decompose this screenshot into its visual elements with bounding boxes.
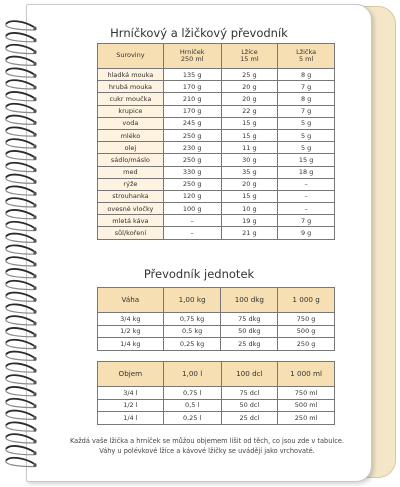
spiral-ring <box>6 163 37 172</box>
table-cell: 250 g <box>163 129 221 141</box>
table-cell: 20 g <box>221 93 278 105</box>
table-row <box>98 93 335 105</box>
table-cell: 7 g <box>278 81 335 93</box>
table-cell: 120 g <box>163 190 221 202</box>
table-cell: 0,75 l <box>163 387 221 400</box>
table-cell: – <box>278 190 335 202</box>
table-row <box>98 166 335 178</box>
weight-table <box>97 287 335 351</box>
table-cell: 0,25 kg <box>163 338 221 351</box>
column-header: 1 000 ml <box>278 362 335 387</box>
row-label: mletá káva <box>98 215 164 227</box>
table1-title: Hrníčkový a lžičkový převodník <box>110 26 288 40</box>
table-row <box>98 154 335 166</box>
column-header: 1,00 l <box>163 362 221 387</box>
table-row <box>98 399 335 412</box>
table-cell: 19 g <box>221 215 278 227</box>
spiral-binding <box>0 20 44 475</box>
row-label: 3/4 kg <box>98 313 164 326</box>
table-cell: 750 ml <box>278 387 335 400</box>
table-cell: 15 g <box>278 154 335 166</box>
table-cell: 7 g <box>278 105 335 117</box>
row-label: olej <box>98 142 164 154</box>
table-row <box>98 313 335 326</box>
table-cell: 20 g <box>221 178 278 190</box>
table-cell: 250 ml <box>278 412 335 425</box>
column-header: 1 000 g <box>278 288 335 313</box>
table-cell: 230 g <box>163 142 221 154</box>
spiral-ring <box>6 363 37 372</box>
table-cell: 25 dkg <box>221 338 278 351</box>
table-row <box>98 338 335 351</box>
row-label: hrubá mouka <box>98 81 164 93</box>
table-cell: 15 g <box>221 190 278 202</box>
footer-line-2: Váhy u polévkové lžíce a kávové lžičky se uvádějí jako vrchovaté. <box>99 446 315 455</box>
table-row <box>98 117 335 129</box>
spiral-ring <box>6 293 37 302</box>
table-header-row <box>98 44 335 69</box>
row-label: 1/2 l <box>98 399 164 412</box>
spiral-ring <box>6 434 37 443</box>
spiral-ring <box>6 387 37 396</box>
table-cell: 170 g <box>163 81 221 93</box>
row-label: strouhanka <box>98 190 164 202</box>
spiral-ring <box>6 116 37 125</box>
notebook-page <box>26 4 372 482</box>
spiral-ring <box>6 245 37 254</box>
spiral-ring <box>6 92 37 101</box>
column-header: Hrníček 250 ml <box>163 44 221 69</box>
table-cell: 50 dkg <box>221 325 278 338</box>
row-label: sádlo/máslo <box>98 154 164 166</box>
table-cell: 9 g <box>278 227 335 239</box>
table-cell: 250 g <box>163 154 221 166</box>
table-row <box>98 69 335 81</box>
table-row <box>98 215 335 227</box>
table-cell: 500 g <box>278 325 335 338</box>
spiral-ring <box>6 33 37 42</box>
table-row <box>98 227 335 239</box>
spiral-ring <box>6 127 37 136</box>
table-cell: 245 g <box>163 117 221 129</box>
table2-title: Převodník jednotek <box>143 267 255 281</box>
cup-spoon-table <box>97 43 335 240</box>
table-row <box>98 142 335 154</box>
table-cell: 20 g <box>221 81 278 93</box>
table-cell: 0,5 l <box>163 399 221 412</box>
table-cell: – <box>278 203 335 215</box>
row-label: mléko <box>98 129 164 141</box>
table-cell: 30 g <box>221 154 278 166</box>
table-cell: 50 dcl <box>221 399 278 412</box>
table-cell: 170 g <box>163 105 221 117</box>
table-row <box>98 203 335 215</box>
spiral-ring <box>6 68 37 77</box>
table-cell: 21 g <box>221 227 278 239</box>
spiral-ring <box>6 139 37 148</box>
table-cell: 5 g <box>278 129 335 141</box>
table-cell: – <box>278 178 335 190</box>
spiral-ring <box>6 304 37 313</box>
row-label: hladká mouka <box>98 69 164 81</box>
table-cell: 330 g <box>163 166 221 178</box>
spiral-ring <box>6 234 37 243</box>
table-cell: 0,75 kg <box>163 313 221 326</box>
spiral-ring <box>6 316 37 325</box>
table-row <box>98 190 335 202</box>
table-cell: 250 g <box>278 338 335 351</box>
row-label: rýže <box>98 178 164 190</box>
footer-line-1: Každá vaše lžička a hrníček se můžou objemem lišit od těch, co jsou zde v tabulce. <box>69 437 345 445</box>
table-row <box>98 105 335 117</box>
table-cell: 11 g <box>221 142 278 154</box>
spiral-ring <box>6 21 37 30</box>
spiral-ring <box>6 57 37 66</box>
spiral-ring <box>6 446 37 455</box>
table-cell: 5 g <box>278 142 335 154</box>
spiral-ring <box>6 198 37 207</box>
table-cell: 10 g <box>221 203 278 215</box>
footer-note <box>67 437 347 456</box>
table-cell: 100 g <box>163 203 221 215</box>
table-cell: 135 g <box>163 69 221 81</box>
table-cell: 22 g <box>221 105 278 117</box>
spiral-ring <box>6 269 37 278</box>
volume-table <box>97 361 335 425</box>
table-header-row <box>98 362 335 387</box>
row-label: med <box>98 166 164 178</box>
spiral-ring <box>6 375 37 384</box>
column-header: Váha <box>98 288 164 313</box>
table-cell: 35 g <box>221 166 278 178</box>
table-row <box>98 412 335 425</box>
spiral-ring <box>6 422 37 431</box>
row-label: ovesné vločky <box>98 203 164 215</box>
table-row <box>98 81 335 93</box>
spiral-ring <box>6 458 37 467</box>
spiral-ring <box>6 222 37 231</box>
table-row <box>98 387 335 400</box>
column-header: Lžička 5 ml <box>278 44 335 69</box>
table-cell: 75 dcl <box>221 387 278 400</box>
table-cell: 7 g <box>278 215 335 227</box>
column-header: Lžíce 15 ml <box>221 44 278 69</box>
row-label: krupice <box>98 105 164 117</box>
column-header: 100 dcl <box>221 362 278 387</box>
table-cell: 5 g <box>278 117 335 129</box>
table-cell: 25 dcl <box>221 412 278 425</box>
column-header: Objem <box>98 362 164 387</box>
spiral-ring <box>6 340 37 349</box>
table-cell: 25 g <box>221 69 278 81</box>
table-cell: 8 g <box>278 69 335 81</box>
row-label: cukr moučka <box>98 93 164 105</box>
table-row <box>98 325 335 338</box>
table-cell: 15 g <box>221 129 278 141</box>
table-row <box>98 129 335 141</box>
spiral-ring <box>6 411 37 420</box>
table-cell: 0,5 kg <box>163 325 221 338</box>
table-cell: 750 g <box>278 313 335 326</box>
spiral-ring <box>6 175 37 184</box>
spiral-ring <box>6 151 37 160</box>
row-label: 1/2 kg <box>98 325 164 338</box>
row-label: 3/4 l <box>98 387 164 400</box>
column-header: 100 dkg <box>221 288 278 313</box>
table-cell: 8 g <box>278 93 335 105</box>
spiral-ring <box>6 352 37 361</box>
table-cell: 500 ml <box>278 399 335 412</box>
table-cell: 210 g <box>163 93 221 105</box>
spiral-ring <box>6 186 37 195</box>
table-cell: – <box>163 215 221 227</box>
spiral-ring <box>6 399 37 408</box>
table-cell: 250 g <box>163 178 221 190</box>
table-header-row <box>98 288 335 313</box>
table-cell: 18 g <box>278 166 335 178</box>
table-cell: 15 g <box>221 117 278 129</box>
column-header: 1,00 kg <box>163 288 221 313</box>
spiral-ring <box>6 80 37 89</box>
spiral-ring <box>6 257 37 266</box>
spiral-ring <box>6 328 37 337</box>
column-header: Suroviny <box>98 44 164 69</box>
table-cell: 75 dkg <box>221 313 278 326</box>
table-row <box>98 178 335 190</box>
spiral-ring <box>6 104 37 113</box>
table-cell: 0,25 l <box>163 412 221 425</box>
row-label: sůl/koření <box>98 227 164 239</box>
row-label: 1/4 l <box>98 412 164 425</box>
row-label: 1/4 kg <box>98 338 164 351</box>
spiral-ring <box>6 45 37 54</box>
spiral-ring <box>6 210 37 219</box>
spiral-ring <box>6 281 37 290</box>
row-label: voda <box>98 117 164 129</box>
table-cell: – <box>163 227 221 239</box>
